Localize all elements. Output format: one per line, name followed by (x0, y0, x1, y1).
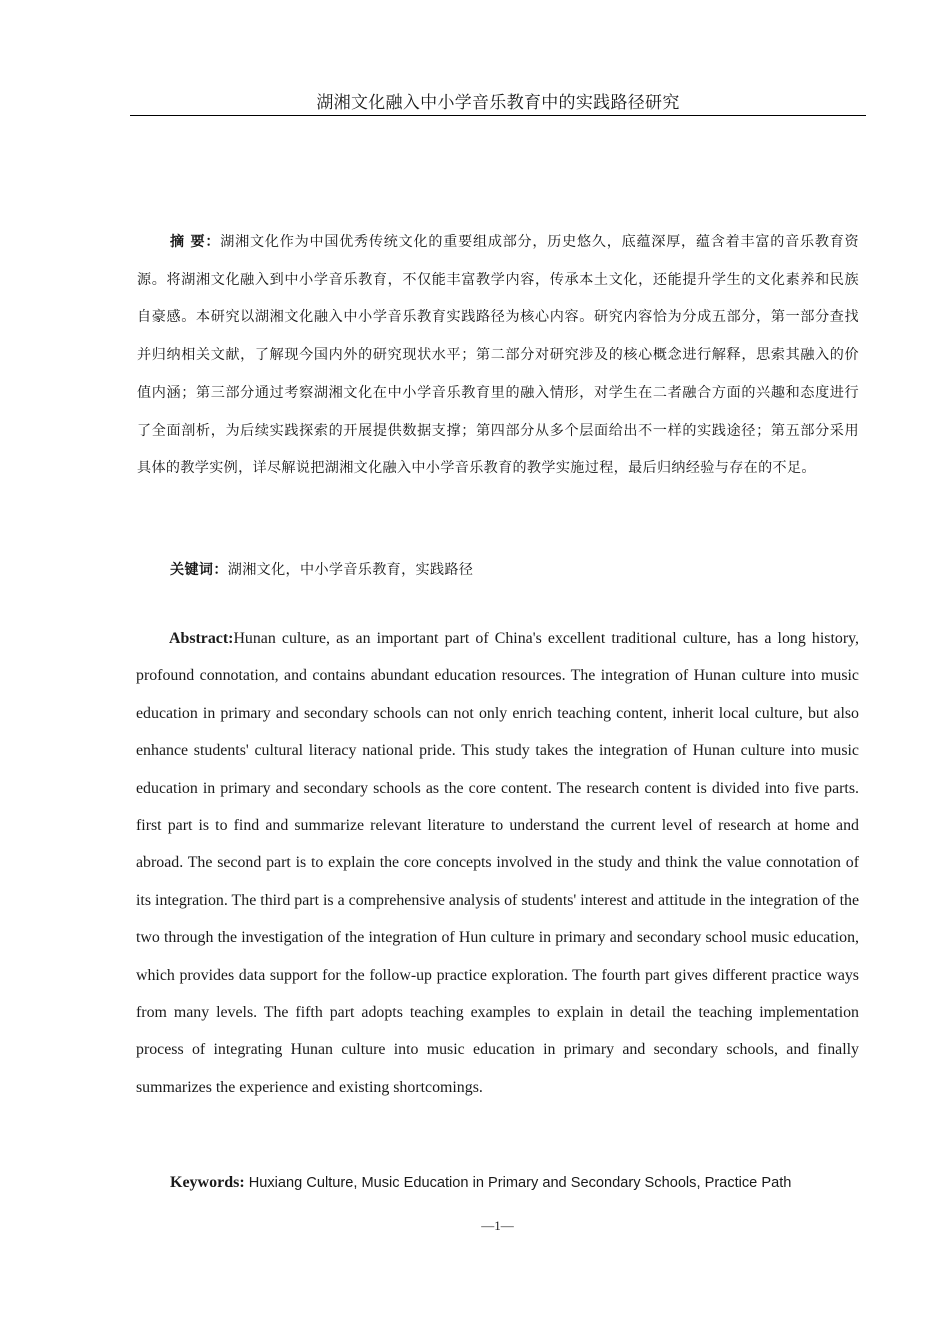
chinese-keywords-label: 关键词： (170, 562, 228, 578)
english-keywords-label: Keywords: (170, 1174, 245, 1191)
english-abstract (136, 620, 859, 1106)
chinese-abstract-label: 摘 要： (170, 234, 221, 250)
header-rule (130, 115, 866, 116)
running-header-title: 湖湘文化融入中小学音乐教育中的实践路径研究 (316, 93, 680, 113)
chinese-keywords (170, 556, 473, 584)
page-number: —1— (481, 1218, 514, 1233)
chinese-abstract (137, 224, 859, 488)
english-abstract-text: Hunan culture, as an important part of China's excellent traditional culture, has a long history, profound connotation, and contains abundant education resources. The integration of Hunan culture into music education in primary and secondary schools can not only enrich teaching content, inherit local culture, but also enhance students' cultural literacy national pride. This study takes the integration of Hunan culture into music education in primary and secondary schools as the core content. The research content is divided into five parts. first part is to find and summarize relevant literature to understand the current level of research at home and abroad. The second part is to explain the core concepts involved in the study and think the value connotation of its integration. The third part is a comprehensive analysis of students' interest and attitude in the integration of the two through the investigation of the integration of Hun culture in primary and secondary school music education, which provides data support for the follow-up practice exploration. The fourth part gives different practice ways from many levels. The fifth part adopts teaching examples to explain in detail the teaching implementation process of integrating Hunan culture into music education in primary and secondary schools, and finally summarizes the experience and existing shortcomings. (136, 630, 859, 1096)
chinese-abstract-text: 湖湘文化作为中国优秀传统文化的重要组成部分，历史悠久，底蕴深厚，蕴含着丰富的音乐教育资源。将湖湘文化融入到中小学音乐教育，不仅能丰富教学内容，传承本土文化，还能提升学生的文化素养和民族自豪感。本研究以湖湘文化融入中小学音乐教育实践路径为核心内容。研究内容恰为分成五部分，第一部分查找并归纳相关文献，了解现今国内外的研究现状水平；第二部分对研究涉及的核心概念进行解释，思索其融入的价值内涵；第三部分通过考察湖湘文化在中小学音乐教育里的融入情形，对学生在二者融合方面的兴趣和态度进行了全面剖析，为后续实践探索的开展提供数据支撑；第四部分从多个层面给出不一样的实践途径；第五部分采用具体的教学实例，详尽解说把湖湘文化融入中小学音乐教育的教学实施过程，最后归纳经验与存在的不足。 (137, 234, 860, 477)
english-keywords-text: Huxiang Culture, Music Education in Primary and Secondary Schools, Practice Path (244, 1175, 792, 1191)
english-keywords (170, 1170, 791, 1195)
chinese-keywords-text: 湖湘文化，中小学音乐教育，实践路径 (227, 562, 474, 578)
english-abstract-label: Abstract: (169, 630, 234, 647)
